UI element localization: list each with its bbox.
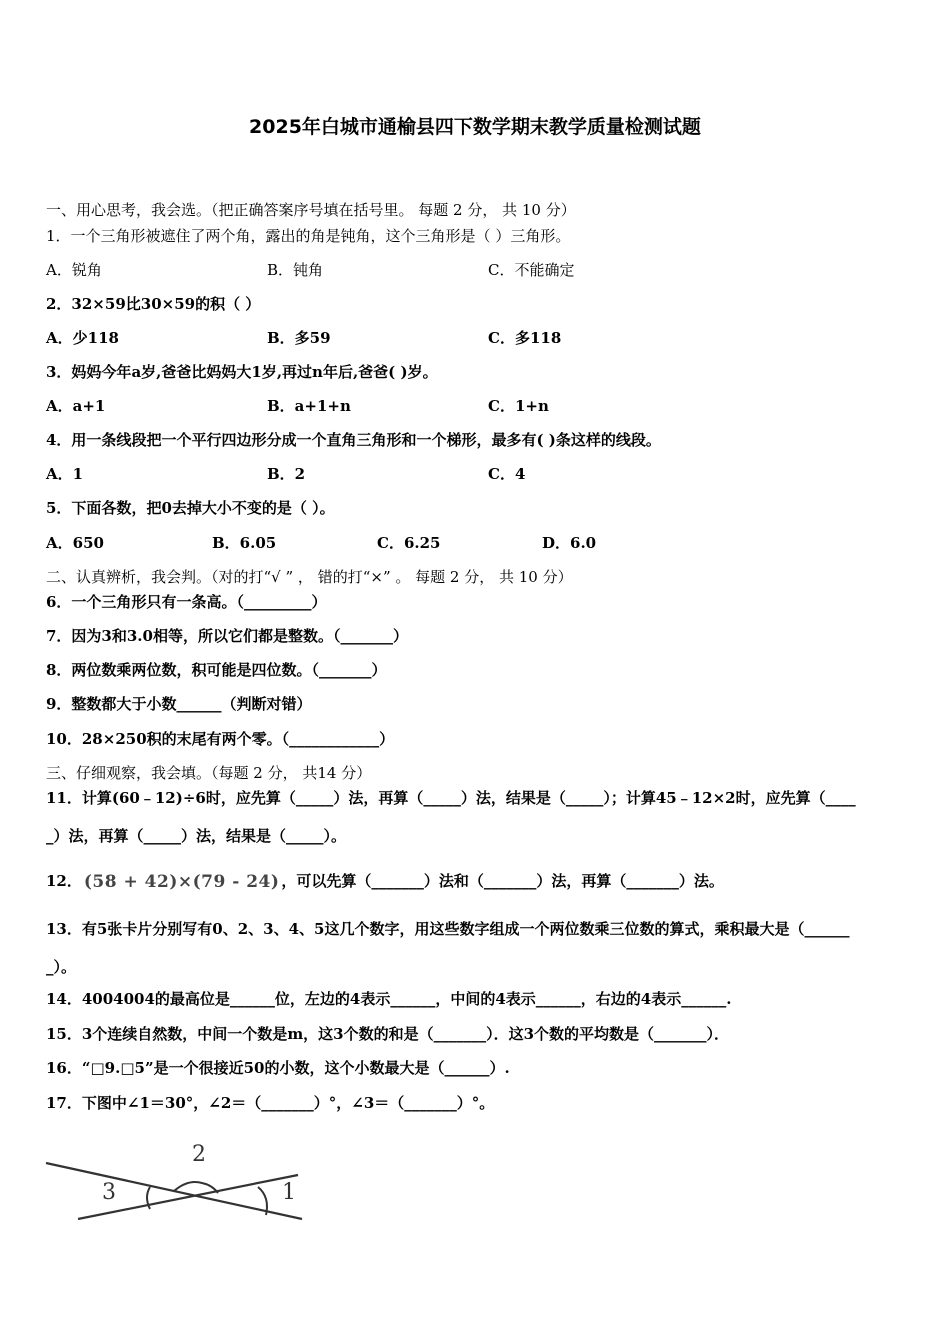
question-8: 8．两位数乘两位数，积可能是四位数。（_______） [46,661,387,679]
question-12 [46,863,724,900]
question-6: 6．一个三角形只有一条高。（_________） [46,593,327,611]
section-3-header: 三、仔细观察，我会填。（每题 2 分， 共14 分） [46,764,372,782]
question-5: 5．下面各数，把0去掉大小不变的是（ ）。 [46,499,335,517]
q5-option-c: C．6.25 [377,534,441,552]
q3-option-a: A．a+1 [46,397,106,415]
q2-option-b: B．多59 [267,329,331,347]
q5-option-d: D．6.0 [542,534,597,552]
angle-1-label: 1 [282,1180,296,1205]
question-11-line-2: _）法，再算（_____）法，结果是（_____）。 [46,827,347,845]
q4-option-b: B．2 [267,465,306,483]
question-14: 14．4004004的最高位是______位，左边的4表示______，中间的4表示______，右边的4表示______. [46,990,732,1008]
question-1: 1．一个三角形被遮住了两个角，露出的角是钝角，这个三角形是（ ）三角形。 [46,227,571,245]
angle-figure [40,1135,310,1225]
q4-option-a: A．1 [46,465,84,483]
question-7: 7．因为3和3.0相等，所以它们都是整数。（_______） [46,627,408,645]
section-2-header: 二、认真辨析，我会判。（对的打“√ ” ， 错的打“×” 。 每题 2 分， 共 10 分） [46,568,573,586]
question-16: 16．“□9.□5”是一个很接近50的小数，这个小数最大是（______）. [46,1059,510,1077]
question-2: 2．32×59比30×59的积（ ） [46,295,261,313]
q2-option-a: A．少118 [46,329,119,347]
question-10: 10．28×250积的末尾有两个零。（____________） [46,730,395,748]
angle-2-label: 2 [192,1142,206,1167]
q1-option-c: C．不能确定 [488,261,575,279]
question-13-line-1: 13．有5张卡片分别写有0、2、3、4、5这几个数字，用这些数字组成一个两位数乘三位数的算式，乘积最大是（______ [46,920,850,938]
angle-3-label: 3 [102,1180,116,1205]
question-9: 9．整数都大于小数______（判断对错） [46,695,312,713]
q5-option-b: B．6.05 [212,534,277,552]
q2-option-c: C．多118 [488,329,562,347]
question-17: 17．下图中∠1＝30°，∠2＝（_______）°，∠3＝（_______）°。 [46,1094,495,1112]
page-title: 2025年白城市通榆县四下数学期末教学质量检测试题 [249,116,701,138]
q4-option-c: C．4 [488,465,526,483]
q12-expression-image: (58 + 42)×(79 - 24) [83,872,280,892]
question-15: 15．3个连续自然数，中间一个数是m，这3个数的和是（_______）．这3个数的平均数是（_______）． [46,1025,730,1043]
question-11-line-1: 11．计算(60﹣12)÷6时，应先算（_____）法，再算（_____）法，结果是（_____）；计算45﹣12×2时，应先算（____ [46,789,856,807]
section-1-header: 一、用心思考，我会选。（把正确答案序号填在括号里。 每题 2 分， 共 10 分） [46,201,576,219]
q5-option-a: A．650 [46,534,104,552]
q3-option-c: C．1+n [488,397,549,415]
question-3: 3．妈妈今年a岁,爸爸比妈妈大1岁,再过n年后,爸爸( )岁。 [46,363,438,381]
q1-option-a: A．锐角 [46,261,102,279]
q1-option-b: B．钝角 [267,261,324,279]
q12-text: ，可以先算（_______）法和（_______）法，再算（_______）法。 [281,872,724,890]
q3-option-b: B．a+1+n [267,397,351,415]
question-4: 4．用一条线段把一个平行四边形分成一个直角三角形和一个梯形，最多有( )条这样的线段。 [46,431,661,449]
question-13-line-2: _）。 [46,958,77,976]
q12-number: 12． [46,872,82,890]
